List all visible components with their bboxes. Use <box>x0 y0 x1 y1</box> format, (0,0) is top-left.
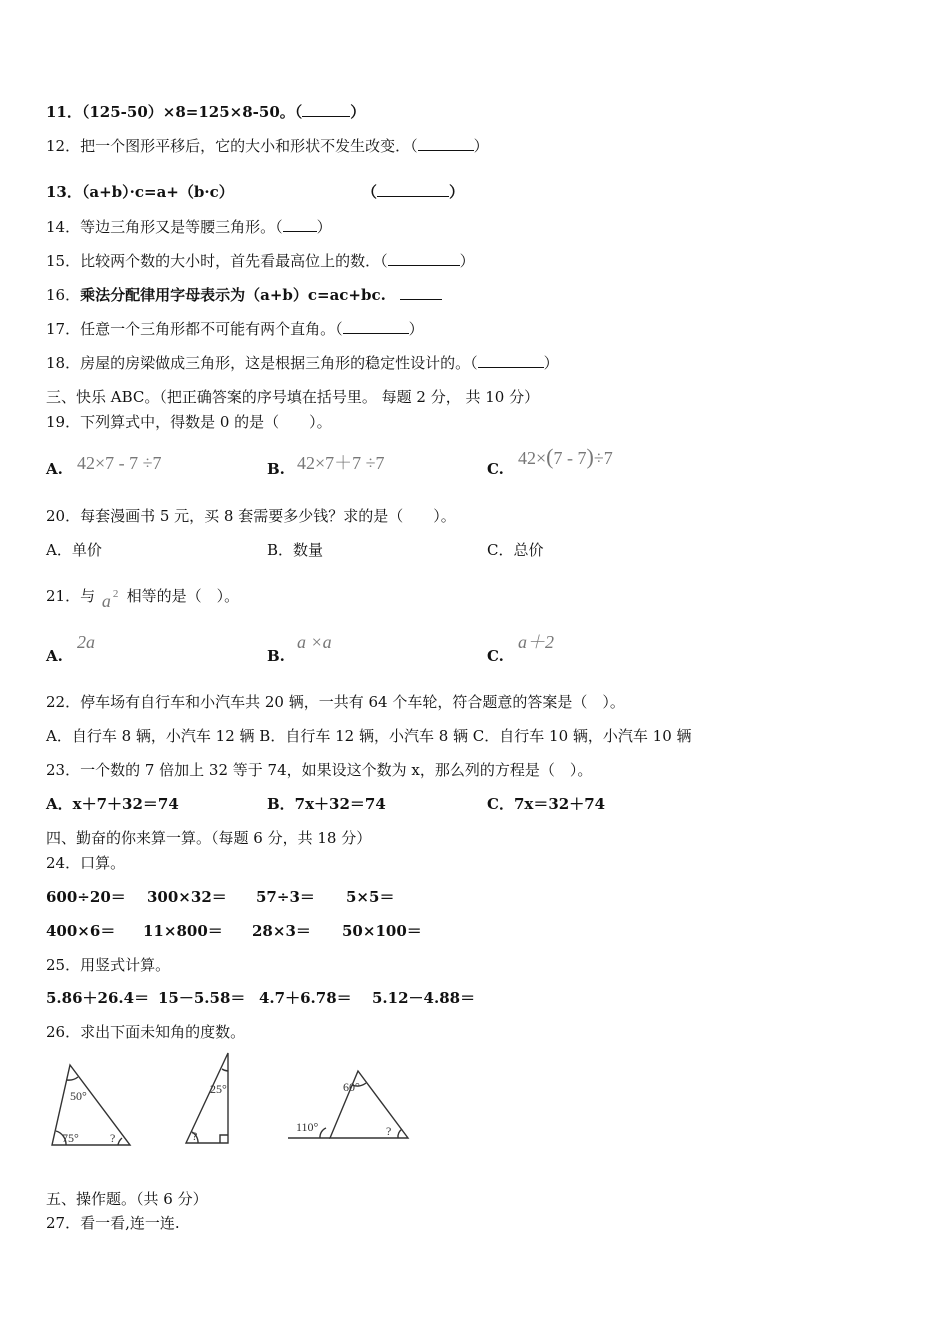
option-a-label[interactable]: A. <box>46 647 63 665</box>
option-a[interactable]: A．x＋7＋32＝74 <box>46 795 179 813</box>
section-5-heading: 五、操作题。（共 6 分） <box>46 1190 208 1208</box>
mental-calc: 57÷3＝ <box>256 888 315 906</box>
option-a[interactable]: A．单价 <box>46 541 102 559</box>
question-text: （125-50）×8=125×8-50。（ <box>81 103 303 121</box>
question-text: 等边三角形又是等腰三角形。（ <box>80 218 283 236</box>
question-26: 26．求出下面未知角的度数。 <box>46 1023 246 1041</box>
angle-50: 50° <box>70 1089 87 1103</box>
question-16 <box>46 285 442 305</box>
angle-75: 75° <box>62 1131 79 1145</box>
answer-blank[interactable] <box>400 285 442 300</box>
question-number: 16． <box>46 286 81 304</box>
section-3-heading: 三、快乐 ABC。（把正确答案的序号填在括号里。 每题 2 分， 共 10 分） <box>46 388 540 406</box>
question-23: 23．一个数的 7 倍加上 32 等于 74，如果设这个数为 x，那么列的方程是（ ）。 <box>46 761 593 779</box>
option-a-expression: 2a <box>77 632 95 652</box>
mental-calc: 5×5＝ <box>346 888 395 906</box>
mental-calc: 28×3＝ <box>252 922 311 940</box>
option-c-expression: a＋2 <box>518 632 554 652</box>
question-13 <box>46 182 234 202</box>
option-c-label[interactable]: C. <box>487 647 504 665</box>
question-22: 22．停车场有自行车和小汽车共 20 辆，一共有 64 个车轮，符合题意的答案是（ ）。 <box>46 693 625 711</box>
option-b-label[interactable]: B. <box>267 647 285 665</box>
option-b[interactable]: B．数量 <box>267 541 324 559</box>
vertical-calc: 15－5.58＝ <box>158 989 246 1007</box>
vertical-calc: 4.7＋6.78＝ <box>259 989 352 1007</box>
mental-calc: 400×6＝ <box>46 922 116 940</box>
triangle-figures <box>40 1045 440 1155</box>
mental-calc: 11×800＝ <box>143 922 223 940</box>
question-13-answer: （ ） <box>362 183 465 201</box>
option-c[interactable]: C．7x＝32＋74 <box>487 795 606 813</box>
section-4-heading: 四、勤奋的你来算一算。（每题 6 分，共 18 分） <box>46 829 372 847</box>
option-b-expression: a ×a <box>297 632 332 652</box>
question-25: 25．用竖式计算。 <box>46 956 171 974</box>
question-20: 20．每套漫画书 5 元，买 8 套需要多少钱？求的是（ ）。 <box>46 507 456 525</box>
unknown-angle: ? <box>110 1131 116 1145</box>
mental-calc: 600÷20＝ <box>46 888 126 906</box>
option-b-expression: 42×7＋7 ÷7 <box>297 453 385 473</box>
question-number: 15． <box>46 252 81 270</box>
question-24: 24．口算。 <box>46 854 126 872</box>
exterior-angle-110: 110° <box>296 1120 319 1134</box>
answer-blank[interactable] <box>302 102 350 117</box>
answer-blank[interactable] <box>418 136 474 151</box>
unknown-angle: ? <box>386 1124 392 1138</box>
question-text: 比较两个数的大小时，首先看最高位上的数．（ <box>80 252 388 270</box>
option-c-label[interactable]: C. <box>487 460 504 478</box>
option-b-label[interactable]: B. <box>267 460 285 478</box>
question-number: 18． <box>46 354 81 372</box>
question-text: （a+b）·c=a+（b·c） <box>81 183 234 201</box>
answer-blank[interactable] <box>388 251 460 266</box>
unknown-angle: ? <box>192 1129 198 1143</box>
option-c-expression: 42×(7 - 7)÷7 <box>518 444 613 469</box>
question-text: 任意一个三角形都不可能有两个直角。（ <box>80 320 343 338</box>
question-text: 乘法分配律用字母表示为（a+b）c=ac+bc. <box>80 286 386 304</box>
question-number: 12． <box>46 137 81 155</box>
option-a-label[interactable]: A. <box>46 460 63 478</box>
angle-25: 25° <box>210 1082 227 1096</box>
question-text: 把一个图形平移后，它的大小和形状不发生改变．（ <box>80 137 418 155</box>
question-18: 18．房屋的房梁做成三角形，这是根据三角形的稳定性设计的。（ ） <box>46 354 559 372</box>
answer-blank[interactable] <box>478 353 544 368</box>
question-number: 17． <box>46 320 81 338</box>
variable-a: a <box>101 591 111 611</box>
exponent: 2 <box>112 588 119 600</box>
question-15: 15．比较两个数的大小时，首先看最高位上的数．（ ） <box>46 252 475 270</box>
question-text: 房屋的房梁做成三角形，这是根据三角形的稳定性设计的。（ <box>80 354 478 372</box>
question-21: 21．与 a 2 相等的是（ ）。 <box>46 586 239 606</box>
option-a-expression: 42×7 - 7 ÷7 <box>77 453 162 473</box>
option-b[interactable]: B．7x＋32＝74 <box>267 795 386 813</box>
answer-blank[interactable] <box>377 182 449 197</box>
question-12: 12．把一个图形平移后，它的大小和形状不发生改变．（ ） <box>46 137 489 155</box>
angle-60: 60° <box>343 1080 360 1094</box>
question-22-options[interactable]: A．自行车 8 辆，小汽车 12 辆 B．自行车 12 辆，小汽车 8 辆 C．自行车 10 辆，小汽车 10 辆 <box>46 727 692 745</box>
option-c[interactable]: C．总价 <box>487 541 544 559</box>
mental-calc: 50×100＝ <box>342 922 422 940</box>
vertical-calc: 5.12－4.88＝ <box>372 989 476 1007</box>
question-11: 11．（125-50）×8=125×8-50。（ ） <box>46 103 366 121</box>
question-17: 17．任意一个三角形都不可能有两个直角。（ ） <box>46 320 424 338</box>
vertical-calc: 5.86＋26.4＝ <box>46 989 150 1007</box>
answer-blank[interactable] <box>343 319 409 334</box>
answer-blank[interactable] <box>283 217 317 232</box>
question-number: 14． <box>46 218 81 236</box>
question-19: 19．下列算式中，得数是 0 的是（ ）。 <box>46 413 332 431</box>
question-number: 13． <box>46 183 82 201</box>
question-number: 11． <box>46 103 82 121</box>
mental-calc: 300×32＝ <box>147 888 227 906</box>
question-27: 27．看一看,连一连. <box>46 1214 180 1232</box>
question-14: 14．等边三角形又是等腰三角形。（ ） <box>46 218 332 236</box>
